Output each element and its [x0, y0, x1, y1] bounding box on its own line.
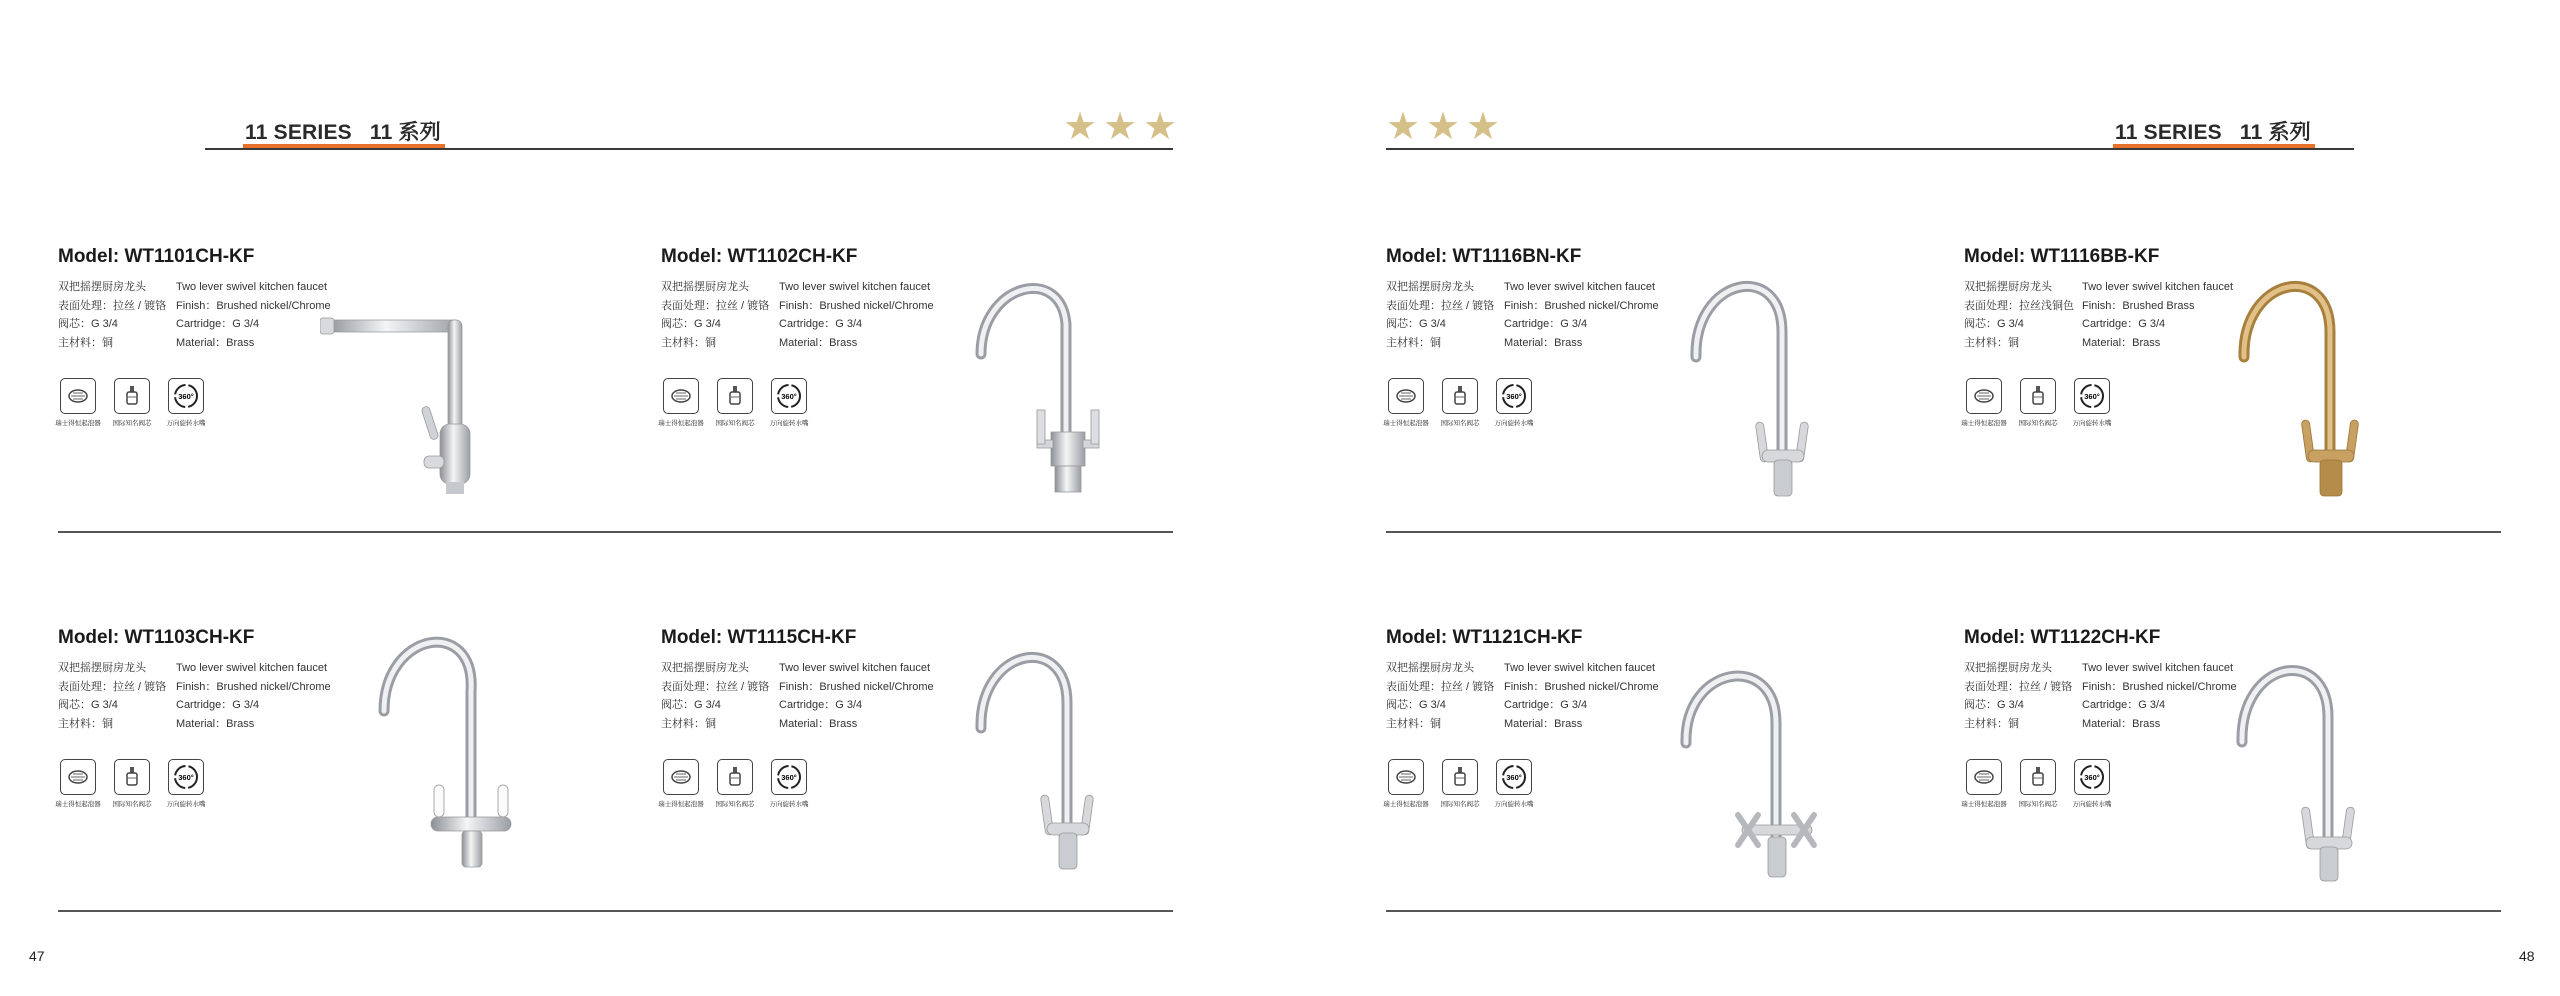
spec-cn: 阀芯：G 3/4: [58, 318, 118, 330]
star-icon: ★: [1386, 106, 1421, 148]
page-number: 47: [29, 948, 45, 964]
spec-row: [661, 278, 934, 297]
spec-en: Cartridge：G 3/4: [1504, 699, 1588, 711]
spec-en: Finish：Brushed nickel/Chrome: [2082, 680, 2237, 693]
spec-cn: 主材料：铜: [661, 336, 716, 349]
spec-row: [58, 696, 331, 715]
aerator-icon: [1966, 378, 2002, 414]
spec-cn: 阀芯：G 3/4: [1964, 699, 2024, 711]
spec-list: [1386, 659, 1659, 733]
product-card: [1383, 246, 1986, 506]
feature-caption: 瑞士得恒起泡器: [1383, 420, 1429, 427]
spec-row: [1386, 315, 1659, 334]
spec-cn: 表面处理：拉丝 / 镀铬: [1386, 680, 1495, 693]
aerator-icon: [663, 378, 699, 414]
cartridge-icon: [2020, 378, 2056, 414]
spec-en: Finish：Brushed nickel/Chrome: [1504, 299, 1659, 312]
rotation-label: 360°: [178, 392, 194, 401]
spec-list: [661, 659, 934, 733]
star-icon: ★: [1466, 106, 1501, 148]
spec-row: [58, 315, 331, 334]
spec-row: [58, 334, 331, 353]
feature-aerator: [1961, 759, 2007, 808]
spec-cn: 主材料：铜: [1964, 336, 2019, 349]
spec-en: Material：Brass: [779, 336, 858, 349]
star-icon: ★: [1103, 106, 1138, 148]
spec-cn: 阀芯：G 3/4: [58, 699, 118, 711]
spec-cn: 主材料：铜: [661, 717, 716, 730]
feature-rotation: [1494, 378, 1534, 427]
faucet-image: [2232, 647, 2382, 883]
product-card: [1961, 246, 2560, 506]
model-number: Model: WT1103CH-KF: [58, 627, 255, 648]
spec-list: [1386, 278, 1659, 352]
spec-row: [661, 659, 934, 678]
star-icon: ★: [1426, 106, 1461, 148]
spec-row: [1964, 715, 2237, 734]
feature-caption: 万向旋转水嘴: [2072, 420, 2112, 427]
product-card: [658, 627, 1261, 887]
spec-cn: 表面处理：拉丝 / 镀铬: [661, 680, 770, 693]
spec-en: Material：Brass: [779, 717, 858, 730]
cartridge-icon: [114, 759, 150, 795]
spec-row: [1964, 278, 2233, 297]
spec-en: Two lever swivel kitchen faucet: [779, 281, 931, 293]
section-divider: [1386, 531, 2501, 533]
feature-caption: 万向旋转水嘴: [769, 801, 809, 808]
feature-icons: [1383, 378, 1534, 427]
spec-cn: 阀芯：G 3/4: [661, 699, 721, 711]
spec-en: Material：Brass: [2082, 336, 2161, 349]
spec-cn: 主材料：铜: [1964, 717, 2019, 730]
feature-cartridge: [112, 378, 152, 427]
feature-caption: 国际知名阀芯: [112, 801, 152, 808]
spec-en: Cartridge：G 3/4: [2082, 318, 2166, 330]
feature-aerator: [1383, 759, 1429, 808]
spec-en: Cartridge：G 3/4: [176, 318, 260, 330]
spec-list: [661, 278, 934, 352]
feature-icons: [1961, 378, 2112, 427]
feature-caption: 瑞士得恒起泡器: [1961, 420, 2007, 427]
aerator-icon: [60, 759, 96, 795]
rotation-label: 360°: [1506, 392, 1522, 401]
product-card: [658, 246, 1261, 506]
model-number: Model: WT1122CH-KF: [1964, 627, 2161, 648]
feature-cartridge: [2018, 759, 2058, 808]
spec-row: [1386, 715, 1659, 734]
spec-en: Finish：Brushed nickel/Chrome: [176, 299, 331, 312]
cartridge-icon: [2020, 759, 2056, 795]
spec-list: [1964, 659, 2237, 733]
spec-cn: 阀芯：G 3/4: [1386, 318, 1446, 330]
spec-list: [58, 659, 331, 733]
feature-icons: [658, 378, 809, 427]
feature-rotation: [2072, 759, 2112, 808]
faucet-image: [1676, 653, 1826, 881]
spec-row: [1386, 696, 1659, 715]
aerator-icon: [663, 759, 699, 795]
feature-caption: 瑞士得恒起泡器: [658, 801, 704, 808]
spec-en: Material：Brass: [1504, 336, 1583, 349]
spec-cn: 双把摇摆厨房龙头: [1386, 281, 1474, 293]
faucet-image: [320, 306, 520, 496]
spec-row: [661, 297, 934, 316]
rotation-label: 360°: [1506, 773, 1522, 782]
model-number: Model: WT1101CH-KF: [58, 246, 255, 267]
spec-cn: 表面处理：拉丝 / 镀铬: [58, 299, 167, 312]
rotation-360-icon: [1496, 378, 1532, 414]
spec-cn: 双把摇摆厨房龙头: [661, 281, 749, 293]
feature-caption: 瑞士得恒起泡器: [658, 420, 704, 427]
rotation-label: 360°: [178, 773, 194, 782]
section-divider: [58, 910, 1173, 912]
feature-caption: 国际知名阀芯: [2018, 801, 2058, 808]
feature-aerator: [658, 759, 704, 808]
spec-en: Finish：Brushed nickel/Chrome: [1504, 680, 1659, 693]
spec-en: Two lever swivel kitchen faucet: [2082, 662, 2234, 674]
spec-row: [661, 696, 934, 715]
feature-icons: [1961, 759, 2112, 808]
aerator-icon: [60, 378, 96, 414]
section-divider: [58, 531, 1173, 533]
spec-en: Cartridge：G 3/4: [2082, 699, 2166, 711]
header-rule: [205, 148, 1173, 150]
feature-cartridge: [1440, 378, 1480, 427]
model-number: Model: WT1115CH-KF: [661, 627, 857, 648]
spec-en: Two lever swivel kitchen faucet: [176, 281, 328, 293]
spec-list: [1964, 278, 2233, 352]
spec-row: [58, 659, 331, 678]
feature-caption: 国际知名阀芯: [715, 420, 755, 427]
feature-caption: 万向旋转水嘴: [1494, 801, 1534, 808]
spec-row: [1386, 334, 1659, 353]
spec-cn: 表面处理：拉丝 / 镀铬: [1386, 299, 1495, 312]
product-card: [1383, 627, 1986, 887]
series-title-en: 11 SERIES: [245, 121, 352, 144]
spec-list: [58, 278, 331, 352]
rating-stars: [1386, 106, 1501, 148]
spec-row: [58, 297, 331, 316]
rotation-label: 360°: [2084, 392, 2100, 401]
spec-cn: 阀芯：G 3/4: [661, 318, 721, 330]
aerator-icon: [1966, 759, 2002, 795]
feature-caption: 万向旋转水嘴: [2072, 801, 2112, 808]
cartridge-icon: [717, 378, 753, 414]
spec-en: Two lever swivel kitchen faucet: [1504, 662, 1656, 674]
spec-row: [1386, 297, 1659, 316]
star-icon: ★: [1143, 106, 1178, 148]
spec-cn: 表面处理：拉丝 / 镀铬: [1964, 680, 2073, 693]
spec-en: Finish：Brushed Brass: [2082, 299, 2195, 312]
spec-en: Two lever swivel kitchen faucet: [176, 662, 328, 674]
spec-cn: 双把摇摆厨房龙头: [1964, 662, 2052, 674]
aerator-icon: [1388, 378, 1424, 414]
spec-cn: 主材料：铜: [58, 717, 113, 730]
rotation-label: 360°: [781, 392, 797, 401]
feature-aerator: [55, 378, 101, 427]
rotation-360-icon: [168, 759, 204, 795]
feature-caption: 瑞士得恒起泡器: [1383, 801, 1429, 808]
spec-en: Two lever swivel kitchen faucet: [1504, 281, 1656, 293]
spec-cn: 双把摇摆厨房龙头: [58, 281, 146, 293]
rotation-360-icon: [771, 378, 807, 414]
spec-cn: 双把摇摆厨房龙头: [58, 662, 146, 674]
spec-row: [1964, 696, 2237, 715]
spec-en: Finish：Brushed nickel/Chrome: [176, 680, 331, 693]
spec-cn: 阀芯：G 3/4: [1386, 699, 1446, 711]
spec-en: Finish：Brushed nickel/Chrome: [779, 680, 934, 693]
spec-cn: 双把摇摆厨房龙头: [1964, 281, 2052, 293]
spec-en: Material：Brass: [1504, 717, 1583, 730]
rotation-360-icon: [771, 759, 807, 795]
feature-cartridge: [1440, 759, 1480, 808]
feature-caption: 国际知名阀芯: [715, 801, 755, 808]
spec-row: [58, 715, 331, 734]
spec-cn: 表面处理：拉丝 / 镀铬: [58, 680, 167, 693]
spec-row: [1964, 659, 2237, 678]
series-title-cn: 11 系列: [2239, 121, 2311, 144]
spec-en: Two lever swivel kitchen faucet: [2082, 281, 2234, 293]
spec-row: [1386, 659, 1659, 678]
spec-row: [1964, 315, 2233, 334]
feature-aerator: [55, 759, 101, 808]
feature-rotation: [769, 378, 809, 427]
rating-stars: [1063, 106, 1178, 148]
spec-row: [1964, 334, 2233, 353]
product-card: [55, 627, 658, 887]
model-number: Model: WT1102CH-KF: [661, 246, 858, 267]
spec-cn: 主材料：铜: [1386, 336, 1441, 349]
model-number: Model: WT1116BN-KF: [1386, 246, 1582, 267]
catalog-page-right: [1280, 0, 2560, 996]
series-title-en: 11 SERIES: [2115, 121, 2222, 144]
spec-cn: 表面处理：拉丝 / 镀铬: [661, 299, 770, 312]
feature-cartridge: [715, 378, 755, 427]
spec-row: [1964, 678, 2237, 697]
spec-row: [58, 278, 331, 297]
cartridge-icon: [1442, 759, 1478, 795]
feature-caption: 国际知名阀芯: [1440, 801, 1480, 808]
spec-row: [1386, 678, 1659, 697]
spec-cn: 主材料：铜: [1386, 717, 1441, 730]
rotation-label: 360°: [2084, 773, 2100, 782]
spec-cn: 双把摇摆厨房龙头: [1386, 662, 1474, 674]
feature-cartridge: [2018, 378, 2058, 427]
spec-cn: 阀芯：G 3/4: [1964, 318, 2024, 330]
spec-en: Material：Brass: [176, 717, 255, 730]
feature-rotation: [166, 378, 206, 427]
faucet-image: [376, 621, 526, 873]
aerator-icon: [1388, 759, 1424, 795]
faucet-image: [971, 264, 1121, 496]
spec-row: [661, 334, 934, 353]
product-card: [55, 246, 658, 506]
feature-caption: 瑞士得恒起泡器: [1961, 801, 2007, 808]
product-card: [1961, 627, 2560, 887]
feature-caption: 万向旋转水嘴: [166, 801, 206, 808]
feature-caption: 瑞士得恒起泡器: [55, 420, 101, 427]
spec-cn: 主材料：铜: [58, 336, 113, 349]
rotation-360-icon: [168, 378, 204, 414]
model-number: Model: WT1116BB-KF: [1964, 246, 2160, 267]
spec-row: [661, 678, 934, 697]
feature-cartridge: [112, 759, 152, 808]
series-title-cn: 11 系列: [369, 121, 441, 144]
spec-row: [1386, 278, 1659, 297]
feature-caption: 瑞士得恒起泡器: [55, 801, 101, 808]
feature-caption: 国际知名阀芯: [2018, 420, 2058, 427]
feature-caption: 万向旋转水嘴: [166, 420, 206, 427]
feature-rotation: [2072, 378, 2112, 427]
rotation-360-icon: [2074, 378, 2110, 414]
spec-en: Material：Brass: [176, 336, 255, 349]
feature-caption: 万向旋转水嘴: [769, 420, 809, 427]
cartridge-icon: [717, 759, 753, 795]
rotation-360-icon: [1496, 759, 1532, 795]
star-icon: ★: [1063, 106, 1098, 148]
spec-en: Cartridge：G 3/4: [176, 699, 260, 711]
spec-en: Cartridge：G 3/4: [779, 318, 863, 330]
feature-icons: [658, 759, 809, 808]
model-number: Model: WT1121CH-KF: [1386, 627, 1583, 648]
feature-rotation: [769, 759, 809, 808]
section-divider: [1386, 910, 2501, 912]
spec-en: Cartridge：G 3/4: [779, 699, 863, 711]
feature-caption: 万向旋转水嘴: [1494, 420, 1534, 427]
feature-aerator: [1383, 378, 1429, 427]
feature-aerator: [658, 378, 704, 427]
feature-rotation: [1494, 759, 1534, 808]
header-rule: [1386, 148, 2354, 150]
feature-icons: [1383, 759, 1534, 808]
spec-en: Cartridge：G 3/4: [1504, 318, 1588, 330]
rotation-label: 360°: [781, 773, 797, 782]
spec-row: [58, 678, 331, 697]
feature-cartridge: [715, 759, 755, 808]
feature-aerator: [1961, 378, 2007, 427]
cartridge-icon: [1442, 378, 1478, 414]
spec-en: Finish：Brushed nickel/Chrome: [779, 299, 934, 312]
spec-en: Two lever swivel kitchen faucet: [779, 662, 931, 674]
rotation-360-icon: [2074, 759, 2110, 795]
page-number: 48: [2519, 948, 2535, 964]
spec-cn: 双把摇摆厨房龙头: [661, 662, 749, 674]
cartridge-icon: [114, 378, 150, 414]
spec-row: [661, 315, 934, 334]
spec-row: [1964, 297, 2233, 316]
feature-icons: [55, 759, 206, 808]
faucet-image: [2234, 262, 2384, 498]
spec-en: Material：Brass: [2082, 717, 2161, 730]
faucet-image: [971, 633, 1121, 873]
series-header: [2115, 116, 2311, 146]
series-header: [245, 116, 441, 146]
feature-rotation: [166, 759, 206, 808]
spec-row: [661, 715, 934, 734]
faucet-image: [1686, 262, 1836, 498]
feature-caption: 国际知名阀芯: [1440, 420, 1480, 427]
feature-icons: [55, 378, 206, 427]
feature-caption: 国际知名阀芯: [112, 420, 152, 427]
spec-cn: 表面处理：拉丝浅铜色: [1964, 299, 2074, 312]
